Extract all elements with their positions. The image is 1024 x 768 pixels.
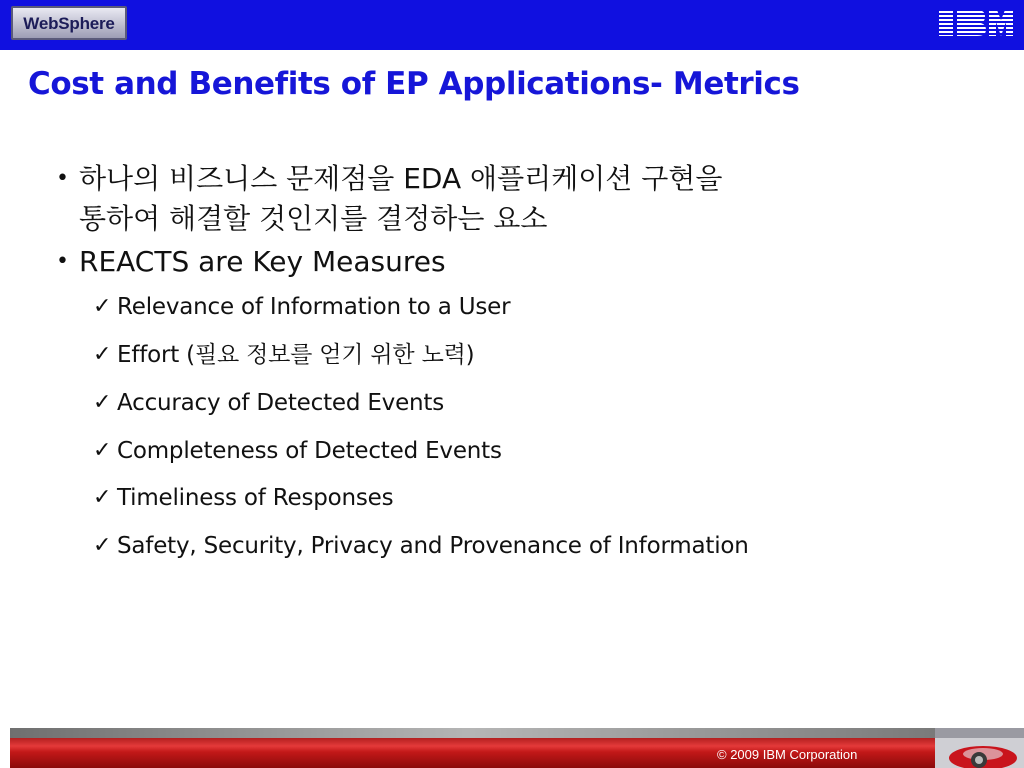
- bullet-text: REACTS are Key Measures: [79, 245, 446, 278]
- sub-item-text: Completeness of Detected Events: [117, 438, 502, 464]
- sub-item-text: Safety, Security, Privacy and Provenance of Information: [117, 533, 749, 559]
- checkmark-icon: ✓: [93, 294, 112, 319]
- header-bar: [0, 0, 1024, 50]
- footer-bar-highlight: [10, 728, 935, 738]
- bullet-text: 하나의 비즈니스 문제점을 EDA 애플리케이션 구현을: [79, 162, 723, 195]
- bullet-icon: •: [56, 249, 69, 274]
- sub-item-text: Timeliness of Responses: [117, 485, 394, 511]
- sub-item-text: Accuracy of Detected Events: [117, 390, 445, 416]
- checkmark-icon: ✓: [93, 485, 112, 510]
- checkmark-icon: ✓: [93, 533, 112, 558]
- bullet-text-continued: 통하여 해결할 것인지를 결정하는 요소: [79, 202, 548, 235]
- websphere-logo-text: WebSphere: [23, 14, 115, 33]
- checkmark-icon: ✓: [93, 342, 112, 367]
- checkmark-icon: ✓: [93, 438, 112, 463]
- copyright-text: © 2009 IBM Corporation: [717, 747, 858, 762]
- websphere-logo: [11, 6, 127, 40]
- checkmark-icon: ✓: [93, 390, 112, 415]
- sub-item-text: Relevance of Information to a User: [117, 294, 511, 320]
- ibm-logo: [937, 7, 1013, 39]
- slide-title: Cost and Benefits of EP Applications- Metrics: [28, 66, 800, 102]
- footer-car-icon: [935, 728, 1024, 768]
- bullet-icon: •: [56, 166, 69, 191]
- sub-item-text: Effort (필요 정보를 얻기 위한 노력): [117, 342, 475, 368]
